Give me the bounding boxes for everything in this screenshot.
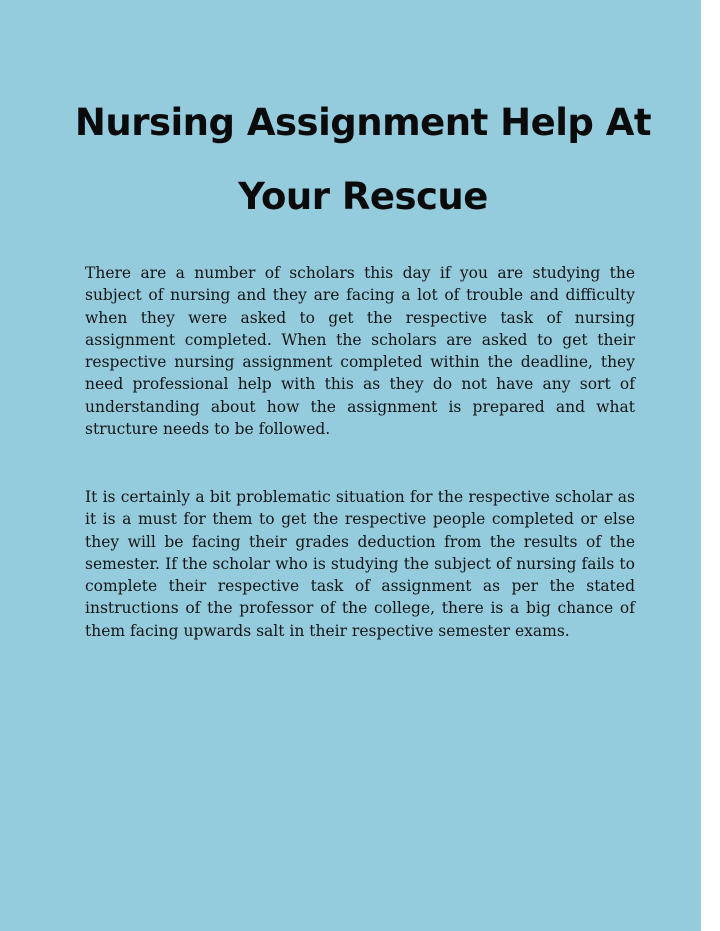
paragraph-2: It is certainly a bit problematic situation for the respective scholar as it is a must for them to get the respective people completed or else they will be facing their grades deduction from the results of the semester. If the scholar who is studying the subject of nursing fails to complete their respective task of assignment as per the stated instructions of the professor of the college, there is a big chance of them facing upwards salt in their respective semester exams. bbox=[85, 488, 635, 640]
document-title: Nursing Assignment Help At Your Rescue bbox=[74, 101, 652, 218]
paragraph-1: There are a number of scholars this day if you are studying the subject of nursing and they are facing a lot of trouble and difficulty when they were asked to get the respective task of nursing assignment completed. When the scholars are asked to get their respective nursing assignment completed within the deadline, they need professional help with this as they do not have any sort of understanding about how the assignment is prepared and what structure needs to be followed. bbox=[85, 264, 635, 439]
page-margin bbox=[701, 0, 720, 931]
